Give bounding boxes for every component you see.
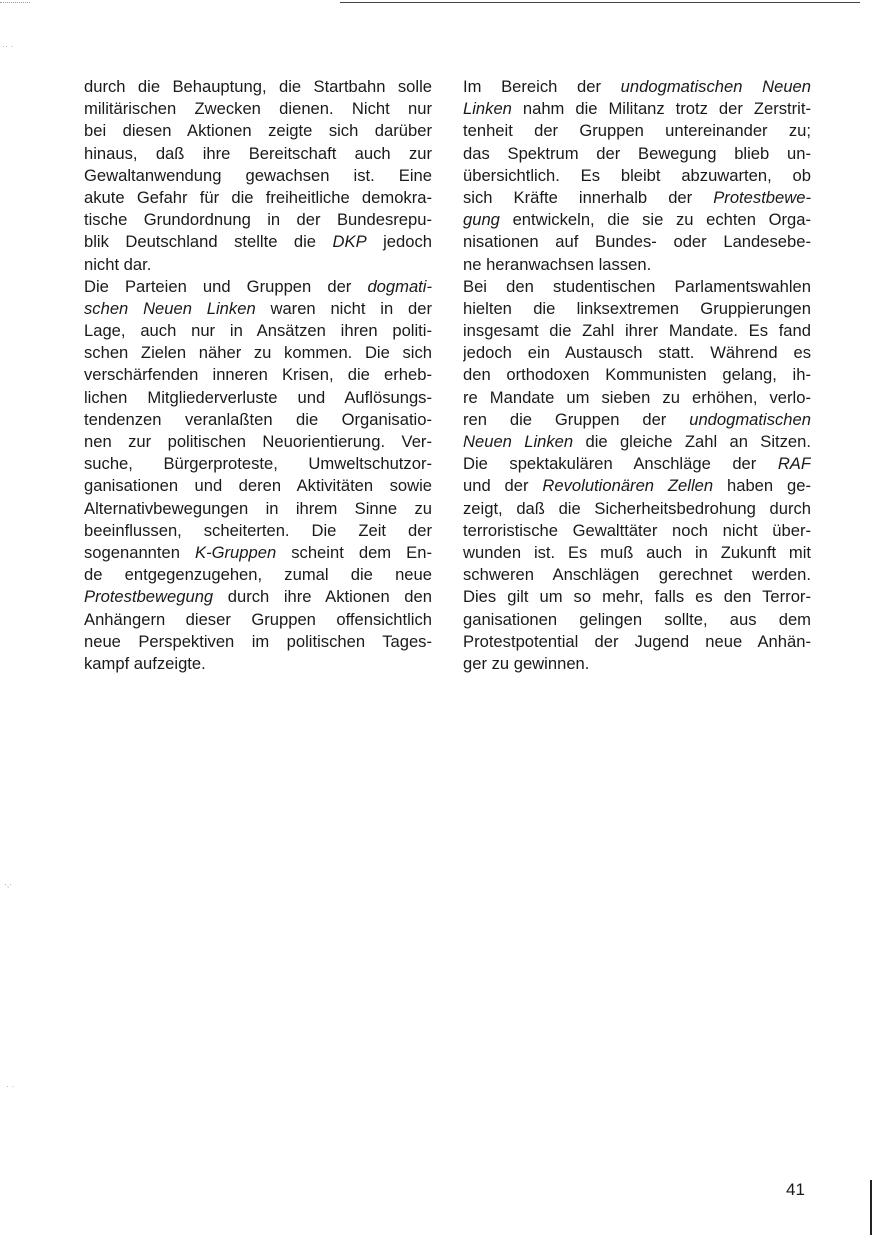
text-line bbox=[84, 453, 432, 475]
emphasized-term: RAF bbox=[777, 454, 811, 474]
text-run: Alternativbewegungen in ihrem Sinne zu bbox=[84, 498, 432, 518]
text-line bbox=[463, 276, 811, 298]
text-line bbox=[463, 187, 811, 209]
emphasized-term: gung bbox=[463, 210, 500, 230]
text-line bbox=[463, 609, 811, 631]
text-run: hielten die linksextremen Gruppierungen bbox=[463, 298, 811, 318]
text-line bbox=[463, 653, 811, 675]
text-run: entwickeln, die sie zu echten Orga- bbox=[499, 210, 811, 230]
text-line bbox=[463, 520, 811, 542]
text-run: Dies gilt um so mehr, falls es den Terror- bbox=[463, 587, 811, 607]
text-run: Die spektakulären Anschläge der bbox=[463, 454, 778, 474]
text-run: Protestpotential der Jugend neue Anhän- bbox=[463, 631, 811, 651]
emphasized-term: Revolutionären Zellen bbox=[542, 476, 714, 496]
text-run: tendenzen veranlaßten die Organisatio- bbox=[84, 409, 432, 429]
text-run: das Spektrum der Bewegung blieb un- bbox=[463, 143, 811, 163]
text-line bbox=[463, 498, 811, 520]
scan-edge-mark bbox=[870, 1180, 872, 1235]
text-run: suche, Bürgerproteste, Umweltschutzor- bbox=[84, 454, 432, 474]
text-run: re Mandate um sieben zu erhöhen, verlo- bbox=[463, 387, 811, 407]
text-run: schen Zielen näher zu kommen. Die sich bbox=[84, 343, 432, 363]
text-run: akute Gefahr für die freiheitliche demokra- bbox=[84, 187, 432, 207]
text-line bbox=[463, 564, 811, 586]
text-run: Gewaltanwendung gewachsen ist. Eine bbox=[84, 165, 432, 185]
text-run: nisationen auf Bundes- oder Landesebe- bbox=[463, 232, 811, 252]
text-run: Lage, auch nur in Ansätzen ihren politi- bbox=[84, 321, 432, 341]
text-line bbox=[463, 76, 811, 98]
text-run: nicht dar. bbox=[84, 254, 152, 274]
text-line bbox=[463, 453, 811, 475]
emphasized-term: DKP bbox=[332, 232, 367, 252]
emphasized-term: Linken bbox=[463, 99, 512, 119]
text-line bbox=[84, 586, 432, 608]
text-run: tenheit der Gruppen untereinander zu; bbox=[463, 121, 811, 141]
text-run: verschärfenden inneren Krisen, die erheb- bbox=[84, 365, 432, 385]
text-run: nen zur politischen Neuorientierung. Ver- bbox=[84, 432, 432, 451]
text-line bbox=[84, 276, 432, 298]
text-run: waren nicht in der bbox=[255, 298, 432, 318]
text-line bbox=[463, 231, 811, 253]
text-run: hinaus, daß ihre Bereitschaft auch zur bbox=[84, 143, 432, 163]
text-line bbox=[463, 431, 811, 453]
text-line bbox=[463, 98, 811, 120]
text-column-right bbox=[463, 76, 811, 675]
text-line bbox=[84, 631, 432, 653]
text-run: terroristische Gewalttäter noch nicht über- bbox=[463, 520, 811, 540]
text-run: und der bbox=[463, 476, 543, 496]
emphasized-term: Neuen Linken bbox=[463, 432, 574, 451]
text-run: durch die Behauptung, die Startbahn solle bbox=[84, 77, 432, 96]
text-line bbox=[463, 364, 811, 386]
text-line bbox=[84, 187, 432, 209]
text-run: neue Perspektiven im politischen Tages- bbox=[84, 631, 432, 651]
text-run: nahm die Militanz trotz der Zerstrit- bbox=[511, 99, 811, 119]
text-run: ger zu gewinnen. bbox=[463, 653, 590, 673]
scan-speck: ·‚· bbox=[4, 879, 12, 889]
text-run: jedoch bbox=[366, 232, 432, 252]
text-run: wunden ist. Es muß auch in Zukunft mit bbox=[463, 542, 811, 562]
text-line bbox=[84, 542, 432, 564]
text-run: schweren Anschlägen gerechnet werden. bbox=[463, 565, 811, 585]
text-line bbox=[84, 254, 432, 276]
text-line bbox=[463, 586, 811, 608]
text-line bbox=[463, 143, 811, 165]
text-line bbox=[84, 409, 432, 431]
text-run: übersichtlich. Es bleibt abzuwarten, ob bbox=[463, 165, 811, 185]
text-line bbox=[84, 364, 432, 386]
text-line bbox=[463, 475, 811, 497]
text-run: ganisationen gelingen sollte, aus dem bbox=[463, 609, 811, 629]
scan-speck: · · bbox=[6, 1081, 15, 1091]
emphasized-term: Protestbewegung bbox=[84, 587, 214, 607]
text-line bbox=[463, 320, 811, 342]
text-run: insgesamt die Zahl ihrer Mandate. Es fand bbox=[463, 321, 811, 341]
text-run: haben ge- bbox=[713, 476, 811, 496]
emphasized-term: schen Neuen Linken bbox=[84, 298, 256, 318]
text-line bbox=[84, 98, 432, 120]
text-line bbox=[463, 387, 811, 409]
emphasized-term: K-Gruppen bbox=[195, 542, 277, 562]
page-number: 41 bbox=[786, 1180, 805, 1199]
emphasized-term: undogmatischen bbox=[689, 409, 811, 429]
text-line bbox=[463, 409, 811, 431]
text-line bbox=[463, 254, 811, 276]
text-run: Im Bereich der bbox=[463, 77, 621, 96]
text-run: jedoch ein Austausch statt. Während es bbox=[463, 343, 811, 363]
text-run: lichen Mitgliederverluste und Auflösungs- bbox=[84, 387, 432, 407]
text-run: ne heranwachsen lassen. bbox=[463, 254, 652, 274]
text-line bbox=[463, 631, 811, 653]
text-line bbox=[84, 165, 432, 187]
text-line bbox=[84, 431, 432, 453]
header-rule bbox=[340, 2, 860, 3]
text-line bbox=[463, 298, 811, 320]
text-line bbox=[84, 342, 432, 364]
scan-speck: ·· · bbox=[2, 41, 14, 51]
text-run: de entgegenzugehen, zumal die neue bbox=[84, 565, 432, 585]
text-run: zeigt, daß die Sicherheitsbedrohung durch bbox=[463, 498, 811, 518]
text-line bbox=[84, 564, 432, 586]
text-run: Die Parteien und Gruppen der bbox=[84, 276, 368, 296]
text-line bbox=[84, 231, 432, 253]
scan-edge-mark bbox=[0, 2, 30, 3]
text-line bbox=[463, 209, 811, 231]
text-line bbox=[84, 653, 432, 675]
text-line bbox=[84, 143, 432, 165]
text-run: kampf aufzeigte. bbox=[84, 653, 206, 673]
emphasized-term: Protestbewe- bbox=[713, 187, 811, 207]
text-run: sogenannten bbox=[84, 542, 196, 562]
text-run: beeinflussen, scheiterten. Die Zeit der bbox=[84, 520, 432, 540]
text-run: scheint dem En- bbox=[276, 542, 432, 562]
text-line bbox=[463, 342, 811, 364]
text-line bbox=[84, 609, 432, 631]
text-run: blik Deutschland stellte die bbox=[84, 232, 333, 252]
text-run: Bei den studentischen Parlamentswahlen bbox=[463, 276, 811, 296]
text-line bbox=[84, 520, 432, 542]
text-run: durch ihre Aktionen den bbox=[213, 587, 432, 607]
text-line bbox=[84, 320, 432, 342]
text-line bbox=[463, 120, 811, 142]
text-column-left bbox=[84, 76, 432, 675]
text-run: bei diesen Aktionen zeigte sich darüber bbox=[84, 121, 432, 141]
text-line bbox=[463, 165, 811, 187]
text-line bbox=[84, 475, 432, 497]
text-line bbox=[84, 298, 432, 320]
text-run: Anhängern dieser Gruppen offensichtlich bbox=[84, 609, 432, 629]
text-line bbox=[84, 498, 432, 520]
text-run: ganisationen und deren Aktivitäten sowie bbox=[84, 476, 432, 496]
text-run: den orthodoxen Kommunisten gelang, ih- bbox=[463, 365, 811, 385]
emphasized-term: dogmati- bbox=[367, 276, 432, 296]
text-line bbox=[84, 120, 432, 142]
text-run: sich Kräfte innerhalb der bbox=[463, 187, 714, 207]
text-run: die gleiche Zahl an Sitzen. bbox=[573, 432, 811, 451]
text-run: tische Grundordnung in der Bundesrepu- bbox=[84, 210, 432, 230]
text-line bbox=[463, 542, 811, 564]
text-line bbox=[84, 209, 432, 231]
text-line bbox=[84, 76, 432, 98]
text-line bbox=[84, 387, 432, 409]
text-run: militärischen Zwecken dienen. Nicht nur bbox=[84, 99, 432, 119]
emphasized-term: undogmatischen Neuen bbox=[620, 77, 811, 96]
text-run: ren die Gruppen der bbox=[463, 409, 690, 429]
